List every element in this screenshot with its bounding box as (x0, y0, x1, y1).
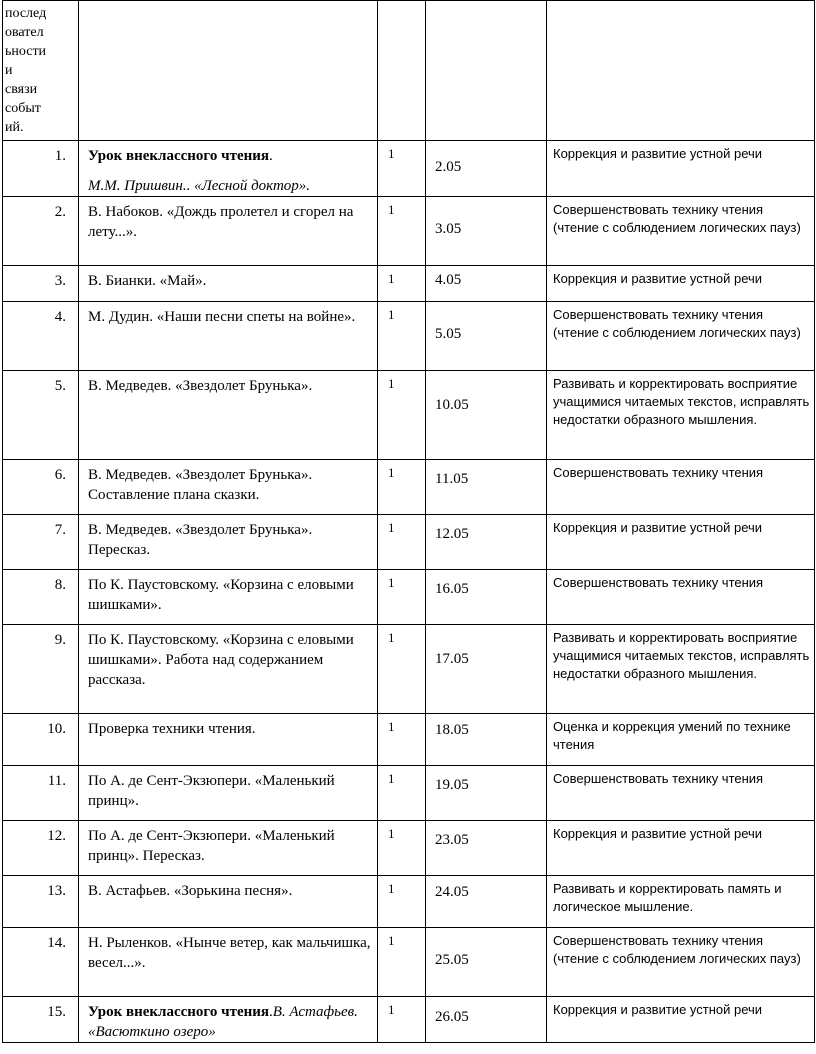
lesson-hours-cell: 1 (378, 141, 426, 197)
lesson-date-cell (426, 371, 547, 460)
lesson-date-cell (426, 625, 547, 714)
lesson-hours-cell: 1 (378, 570, 426, 625)
lesson-title-bold: Урок внеклассного чтения (88, 148, 270, 164)
lesson-number-cell: 9. (3, 625, 79, 714)
lesson-date-cell (426, 766, 547, 821)
table-row (3, 997, 815, 1043)
lesson-number-cell: 11. (3, 766, 79, 821)
lesson-plan-body (3, 1, 815, 1043)
table-row (3, 766, 815, 821)
lesson-hours-cell: 1 (378, 625, 426, 714)
lesson-date: 11.05 (435, 471, 469, 487)
lesson-title-cell: По К. Паустовскому. «Корзина с еловыми шишками». (79, 570, 378, 625)
table-row-header-fragment (3, 1, 815, 141)
lesson-title-cell (79, 997, 378, 1043)
table-row (3, 928, 815, 997)
lesson-date: 5.05 (435, 326, 462, 342)
header-fragment-cell (3, 1, 79, 141)
table-row (3, 821, 815, 876)
lesson-date-cell (426, 928, 547, 997)
lesson-goal-cell: Совершенствовать технику чтения (547, 460, 815, 515)
lesson-number-cell: 7. (3, 515, 79, 570)
lesson-date-cell (426, 515, 547, 570)
header-fragment-line: и (5, 63, 13, 78)
lesson-plan-table (2, 0, 815, 1043)
header-fragment-line: связи (5, 82, 38, 97)
lesson-date: 24.05 (435, 884, 469, 900)
lesson-title-cell: По А. де Сент-Экзюпери. «Маленький принц». Пересказ. (79, 821, 378, 876)
lesson-title-cell: Н. Рыленков. «Нынче ветер, как мальчишка, весел...». (79, 928, 378, 997)
table-row (3, 460, 815, 515)
lesson-hours-cell: 1 (378, 766, 426, 821)
lesson-title-cell: В. Астафьев. «Зорькина песня». (79, 876, 378, 928)
lesson-goal-cell: Коррекция и развитие устной речи (547, 997, 815, 1043)
lesson-title-bold: Урок внеклассного чтения (88, 1004, 270, 1020)
lesson-date: 4.05 (435, 272, 462, 288)
lesson-title-cell: В. Набоков. «Дождь пролетел и сгорел на лету...». (79, 197, 378, 266)
lesson-hours-cell: 1 (378, 515, 426, 570)
lesson-date: 19.05 (435, 777, 469, 793)
lesson-date-cell (426, 821, 547, 876)
lesson-title-punct: . (269, 1004, 273, 1020)
table-row (3, 302, 815, 371)
header-fragment-line: овател (5, 25, 44, 40)
lesson-date: 10.05 (435, 397, 469, 413)
lesson-title-cell (79, 141, 378, 197)
lesson-title-punct: . (269, 148, 273, 164)
lesson-date-cell (426, 460, 547, 515)
lesson-date: 26.05 (435, 1009, 469, 1025)
empty-cell (426, 1, 547, 141)
lesson-title-cell: М. Дудин. «Наши песни спеты на войне». (79, 302, 378, 371)
lesson-number-cell: 5. (3, 371, 79, 460)
lesson-title-italic: М.М. Пришвин.. «Лесной доктор». (88, 178, 311, 194)
lesson-number-cell: 3. (3, 266, 79, 302)
lesson-date: 12.05 (435, 526, 469, 542)
lesson-title-italic: В. Астафьев. «Васюткино озеро» (88, 1004, 358, 1040)
lesson-goal-cell: Совершенствовать технику чтения (чтение с соблюдением логических пауз) (547, 197, 815, 266)
header-fragment-line: ьности (5, 44, 47, 59)
lesson-goal-cell: Коррекция и развитие устной речи (547, 821, 815, 876)
table-row (3, 141, 815, 197)
lesson-title-cell: В. Бианки. «Май». (79, 266, 378, 302)
table-row (3, 515, 815, 570)
lesson-hours-cell: 1 (378, 266, 426, 302)
lesson-hours-cell: 1 (378, 371, 426, 460)
table-row (3, 197, 815, 266)
lesson-goal-cell: Совершенствовать технику чтения (547, 570, 815, 625)
lesson-date-cell (426, 570, 547, 625)
lesson-date-cell (426, 302, 547, 371)
lesson-number-cell: 15. (3, 997, 79, 1043)
lesson-hours-cell: 1 (378, 876, 426, 928)
lesson-title-cell: В. Медведев. «Звездолет Брунька». Пересказ. (79, 515, 378, 570)
lesson-date: 2.05 (435, 159, 462, 175)
lesson-date: 16.05 (435, 581, 469, 597)
lesson-date-cell (426, 714, 547, 766)
lesson-goal-cell: Совершенствовать технику чтения (547, 766, 815, 821)
header-fragment-line: ий. (5, 120, 24, 135)
lesson-date: 17.05 (435, 651, 469, 667)
lesson-number-cell: 10. (3, 714, 79, 766)
lesson-date: 23.05 (435, 832, 469, 848)
lesson-date-cell (426, 876, 547, 928)
lesson-hours-cell: 1 (378, 302, 426, 371)
lesson-date: 3.05 (435, 221, 462, 237)
lesson-hours-cell: 1 (378, 460, 426, 515)
lesson-number-cell: 4. (3, 302, 79, 371)
lesson-number-cell: 12. (3, 821, 79, 876)
lesson-date-cell (426, 197, 547, 266)
lesson-date: 25.05 (435, 952, 469, 968)
table-row (3, 570, 815, 625)
header-fragment-line: событ (5, 101, 41, 116)
lesson-number-cell: 6. (3, 460, 79, 515)
lesson-date: 18.05 (435, 722, 469, 738)
table-row (3, 266, 815, 302)
lesson-hours-cell: 1 (378, 821, 426, 876)
empty-cell (378, 1, 426, 141)
lesson-goal-cell: Коррекция и развитие устной речи (547, 266, 815, 302)
lesson-hours-cell: 1 (378, 197, 426, 266)
table-row (3, 625, 815, 714)
lesson-number-cell: 13. (3, 876, 79, 928)
header-fragment-line: послед (5, 6, 47, 21)
lesson-hours-cell: 1 (378, 714, 426, 766)
lesson-hours-cell: 1 (378, 928, 426, 997)
lesson-title-cell: Проверка техники чтения. (79, 714, 378, 766)
lesson-date-cell (426, 997, 547, 1043)
lesson-goal-cell: Коррекция и развитие устной речи (547, 141, 815, 197)
lesson-title-cell: В. Медведев. «Звездолет Брунька». Составление плана сказки. (79, 460, 378, 515)
lesson-goal-cell: Коррекция и развитие устной речи (547, 515, 815, 570)
empty-cell (79, 1, 378, 141)
lesson-title-cell: В. Медведев. «Звездолет Брунька». (79, 371, 378, 460)
lesson-goal-cell: Развивать и корректировать восприятие учащимися читаемых текстов, исправлять недостатки образного мышления. (547, 371, 815, 460)
lesson-number-cell: 8. (3, 570, 79, 625)
table-row (3, 371, 815, 460)
lesson-number-cell: 14. (3, 928, 79, 997)
lesson-goal-cell: Совершенствовать технику чтения (чтение с соблюдением логических пауз) (547, 302, 815, 371)
empty-cell (547, 1, 815, 141)
lesson-number-cell: 2. (3, 197, 79, 266)
lesson-title-cell: По А. де Сент-Экзюпери. «Маленький принц». (79, 766, 378, 821)
lesson-number-cell: 1. (3, 141, 79, 197)
table-row (3, 714, 815, 766)
lesson-date-cell (426, 266, 547, 302)
lesson-goal-cell: Совершенствовать технику чтения (чтение с соблюдением логических пауз) (547, 928, 815, 997)
lesson-goal-cell: Развивать и корректировать восприятие учащимися читаемых текстов, исправлять недостатки образного мышления. (547, 625, 815, 714)
lesson-title-cell: По К. Паустовскому. «Корзина с еловыми шишками». Работа над содержанием рассказа. (79, 625, 378, 714)
lesson-goal-cell: Развивать и корректировать память и логическое мышление. (547, 876, 815, 928)
lesson-goal-cell: Оценка и коррекция умений по технике чтения (547, 714, 815, 766)
lesson-hours-cell: 1 (378, 997, 426, 1043)
lesson-date-cell (426, 141, 547, 197)
table-row (3, 876, 815, 928)
